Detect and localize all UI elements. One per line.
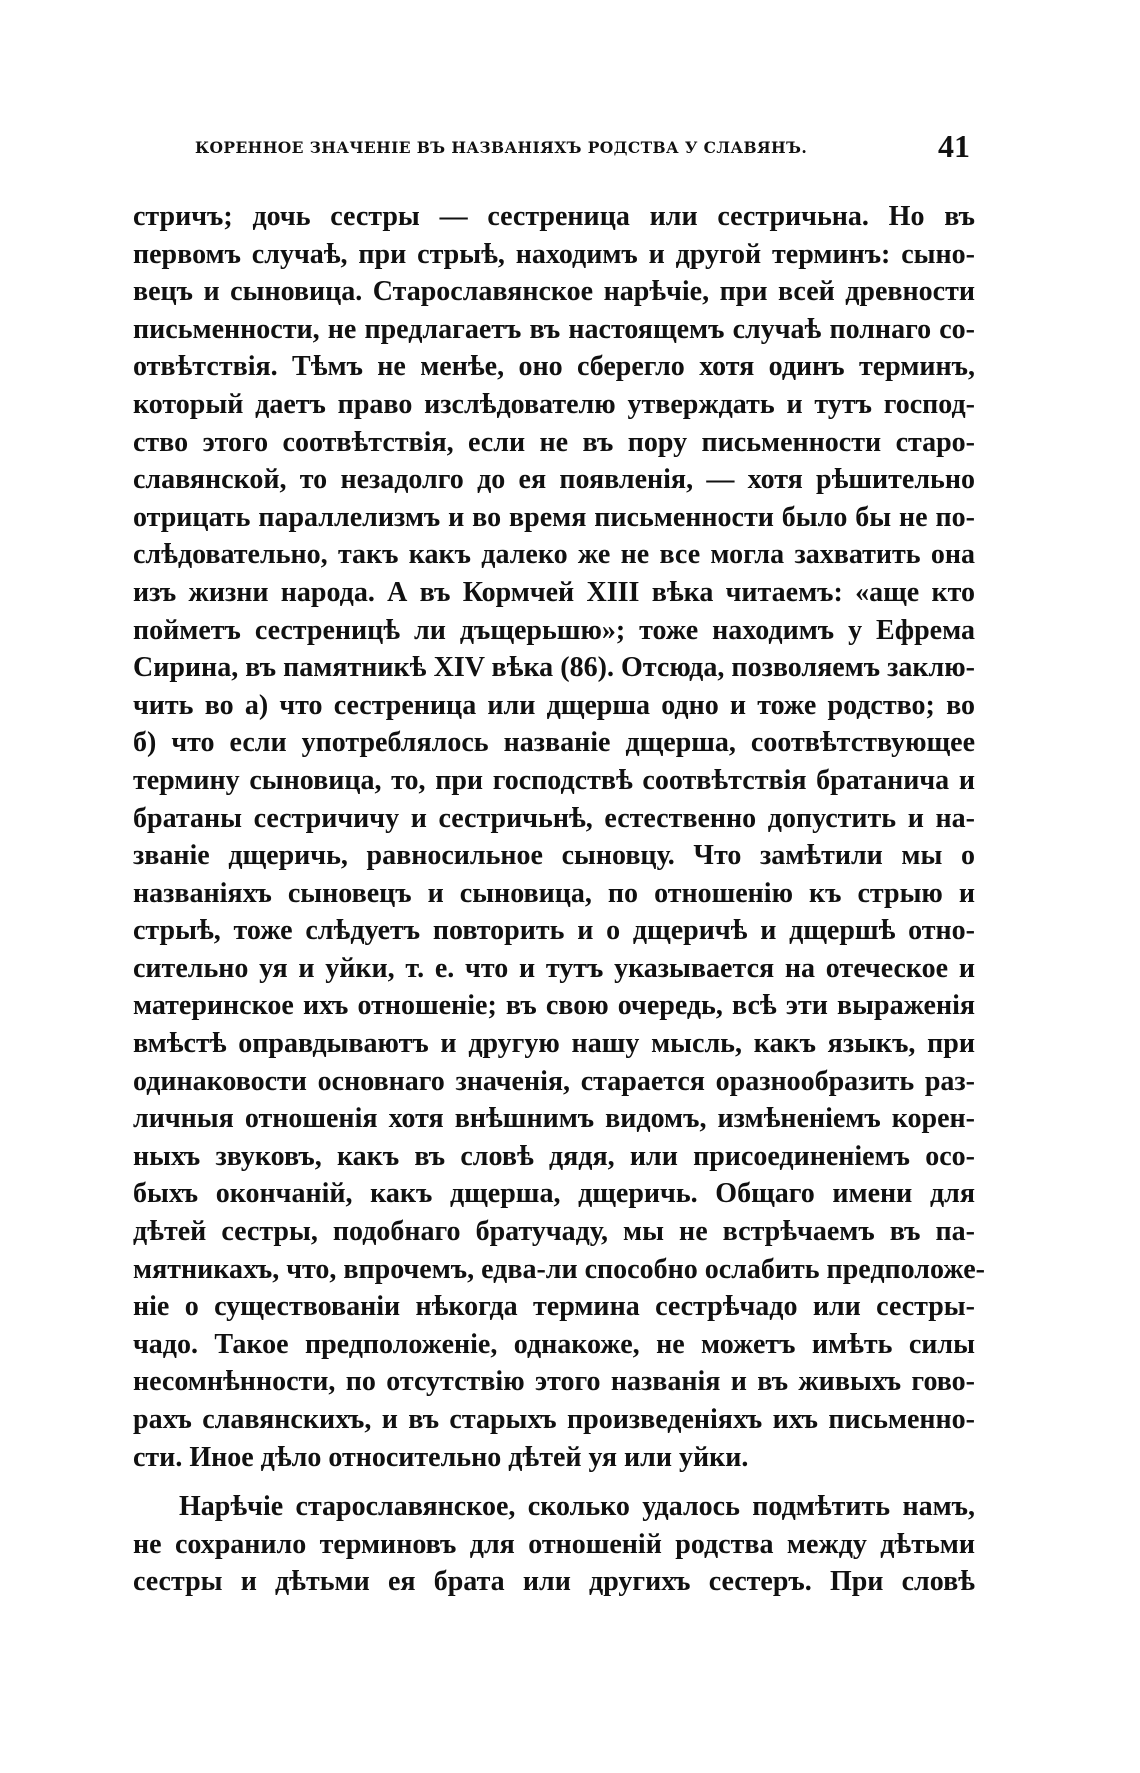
text-line: отвѣтствія. Тѣмъ не менѣе, оно сберегло хотя одинъ терминъ,	[133, 351, 975, 383]
running-title: КОРЕННОЕ ЗНАЧЕНІЕ ВЪ НАЗВАНІЯХЪ РОДСТВА У СЛАВЯНЪ.	[195, 138, 808, 157]
text-line: чить во а) что сестреница или дщерша одно и тоже родство; во	[133, 689, 975, 721]
text-line: ство этого соотвѣтствія, если не въ пору письменности старо-	[133, 426, 975, 458]
text-line: несомнѣнности, по отсутствію этого названія и въ живыхъ гово-	[133, 1366, 975, 1398]
text-line: Нарѣчіе старославянское, сколько удалось подмѣтить намъ,	[179, 1491, 975, 1523]
text-line: рахъ славянскихъ, и въ старыхъ произведеніяхъ ихъ письменно-	[133, 1404, 975, 1435]
text-line: изъ жизни народа. А въ Кормчей XIII вѣка читаемъ: «аще кто	[133, 576, 975, 608]
text-line: пойметъ сестреницѣ ли дъщерьшю»; тоже находимъ у Ефрема	[133, 614, 975, 646]
paragraph-2	[133, 1488, 975, 1601]
text-line: званіе дщеричь, равносильное сыновцу. Что замѣтили мы о	[133, 840, 975, 872]
text-line: б) что если употреблялось названіе дщерша, соотвѣтствующее	[133, 727, 975, 759]
text-line: не сохранило терминовъ для отношеній родства между дѣтьми	[133, 1528, 975, 1560]
text-line: который даетъ право изслѣдователю утверждать и тутъ господ-	[133, 388, 975, 420]
text-line: материнское ихъ отношеніе; въ свою очередь, всѣ эти выраженія	[133, 990, 975, 1022]
paragraph-break	[133, 1476, 975, 1488]
text-line: названіяхъ сыновецъ и сыновица, по отношенію къ стрыю и	[133, 877, 975, 909]
text-line: сительно уя и уйки, т. е. что и тутъ указывается на отеческое и	[133, 952, 975, 984]
text-line: мятникахъ, что, впрочемъ, едва-ли способно ослабить предположе-	[133, 1253, 985, 1285]
body-text	[133, 198, 985, 1601]
text-line: первомъ случаѣ, при стрыѣ, находимъ и другой терминъ: сыно-	[133, 238, 975, 270]
page-number: 41	[938, 128, 970, 164]
running-head	[195, 128, 970, 168]
text-line: ніе о существованіи нѣкогда термина сестрѣчадо или сестры-	[133, 1291, 975, 1323]
paragraph-1	[133, 198, 985, 1476]
text-line: Сирина, въ памятникѣ XIV вѣка (86). Отсюда, позволяемъ заклю-	[133, 652, 975, 684]
text-line: ныхъ звуковъ, какъ въ словѣ дядя, или присоединеніемъ осо-	[133, 1140, 975, 1172]
text-line: чадо. Такое предположеніе, однакоже, не можетъ имѣть силы	[133, 1328, 975, 1360]
text-line: быхъ окончаній, какъ дщерша, дщеричь. Общаго имени для	[133, 1178, 975, 1210]
text-line: братаны сестричичу и сестричьнѣ, естественно допустить и на-	[133, 802, 975, 834]
text-line: вмѣстѣ оправдываютъ и другую нашу мысль, какъ языкъ, при	[133, 1028, 975, 1060]
text-line: письменности, не предлагаетъ въ настоящемъ случаѣ полнаго со-	[133, 313, 975, 345]
text-line: термину сыновица, то, при господствѣ соотвѣтствія братанича и	[133, 764, 975, 796]
text-line: сестры и дѣтьми ея брата или другихъ сестеръ. При словѣ	[133, 1566, 975, 1598]
text-line: стрыѣ, тоже слѣдуетъ повторить и о дщеричѣ и дщершѣ отно-	[133, 915, 975, 947]
text-line: личныя отношенія хотя внѣшнимъ видомъ, измѣненіемъ корен-	[133, 1103, 975, 1135]
text-line: вецъ и сыновица. Старославянское нарѣчіе, при всей древности	[133, 276, 975, 308]
text-line: слѣдовательно, такъ какъ далеко же не все могла захватить она	[133, 539, 975, 571]
text-line: одинаковости основнаго значенія, старается оразнообразить раз-	[133, 1065, 975, 1097]
text-line: славянской, то незадолго до ея появленія, — хотя рѣшительно	[133, 464, 975, 496]
text-line: дѣтей сестры, подобнаго братучаду, мы не встрѣчаемъ въ па-	[133, 1216, 975, 1248]
text-line: стричъ; дочь сестры — сестреница или сестричьна. Но въ	[133, 201, 975, 232]
text-line: отрицать параллелизмъ и во время письменности было бы не по-	[133, 501, 975, 533]
text-line: сти. Иное дѣло относительно дѣтей уя или уйки.	[133, 1441, 749, 1473]
